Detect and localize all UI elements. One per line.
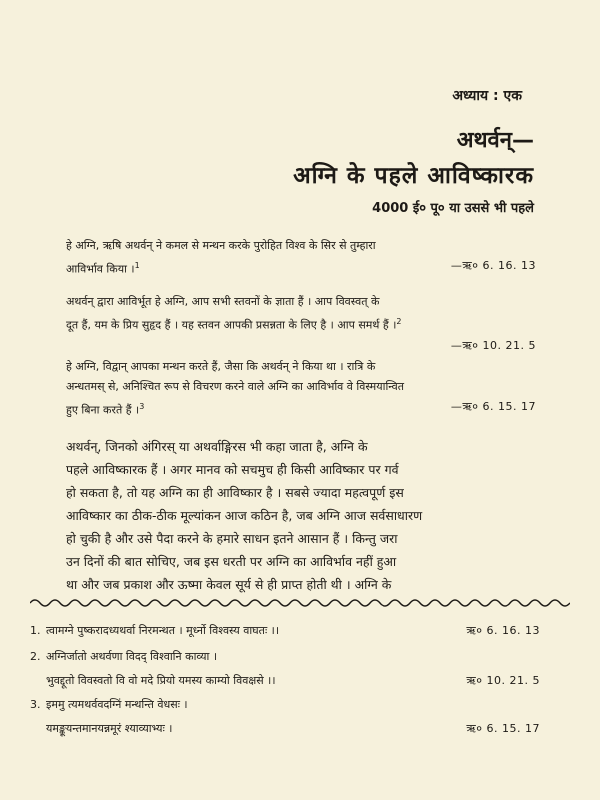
rigveda-reference: —ऋ० 6. 16. 13	[450, 259, 536, 272]
footnote-number: 1.	[30, 624, 41, 637]
footnote-2	[30, 648, 540, 690]
footnote-row	[30, 648, 540, 666]
page-title: अग्नि के पहले आविष्कारक	[293, 163, 534, 189]
quote-text: आविर्भाव किया ।	[66, 262, 135, 276]
paragraph-line: हो सकता है, तो यह अग्नि का ही आविष्कार है । सबसे ज्यादा महत्वपूर्ण इस	[66, 485, 404, 500]
footnote-text-wrap	[30, 696, 188, 714]
footnote-text: अग्निर्जातो अथर्वणा विदद् विश्वानि काव्या ।	[46, 650, 218, 663]
paragraph-line: था और जब प्रकाश और ऊष्मा केवल सूर्य से ही प्राप्त होती थी । अग्नि के	[66, 577, 392, 592]
quote-line: अन्धतमस् से, अनिश्चित रूप से विचरण करने वाले अग्नि का आविर्भाव वे विस्मयान्वित	[66, 380, 404, 393]
footnote-marker: 1	[134, 261, 140, 270]
quote-line: हे अग्नि, ऋषि अथर्वन् ने कमल से मन्थन करके पुरोहित विश्व के सिर से तुम्हारा	[66, 239, 376, 252]
quote-ref-line	[66, 336, 536, 356]
footnote-text: भुवद्दूतो विवस्वतो वि वो मदे प्रियो यमस्य काम्यो विवक्षसे ।।	[46, 674, 276, 687]
footnote-row	[30, 720, 540, 738]
quote-last-line	[66, 397, 536, 421]
quote-line-end	[66, 397, 144, 421]
rigveda-reference: —ऋ० 6. 15. 17	[450, 400, 536, 413]
footnote-text-wrap	[30, 672, 276, 690]
paragraph-line: उन दिनों की बात सोचिए, जब इस धरती पर अग्नि का आविर्भाव नहीं हुआ	[66, 554, 397, 569]
footnote-text-wrap	[30, 648, 217, 666]
quote-block	[66, 236, 536, 280]
paragraph-line: अथर्वन्, जिनको अंगिरस् या अथर्वाङ्गिरस भी कहा जाता है, अग्नि के	[66, 439, 368, 454]
quote-line: अथर्वन् द्वारा आविर्भूत हे अग्नि, आप सभी स्तवनों के ज्ञाता हैं । आप विवस्वत् के	[66, 295, 380, 308]
footnote-text: त्वामग्ने पुष्करादध्यथर्वा निरमन्थत । मूर्ध्नो विश्वस्य वाघतः ।।	[46, 624, 280, 637]
rigveda-reference: —ऋ० 10. 21. 5	[450, 338, 536, 352]
quote-block	[66, 357, 536, 421]
footnote-number: 3.	[30, 698, 41, 711]
title-name: अथर्वन्—	[456, 128, 534, 153]
footnote-row	[30, 622, 540, 640]
wavy-line	[30, 600, 570, 606]
footnote-reference: ऋ० 6. 16. 13	[466, 624, 540, 637]
footnote-1	[30, 622, 540, 640]
quote-block	[66, 292, 536, 356]
quote-text: हुए बिना करते हैं ।	[66, 403, 140, 417]
wavy-divider	[30, 596, 570, 610]
quote-text: दूत हैं, यम के प्रिय सुहृद हैं । यह स्तवन आपकी प्रसन्नता के लिए है । आप समर्थ हैं ।	[66, 318, 397, 332]
footnote-number: 2.	[30, 650, 41, 663]
footnote-marker: 3	[139, 402, 145, 411]
quote-line	[66, 312, 536, 336]
footnote-text-wrap	[30, 720, 172, 738]
paragraph-line: आविष्कार का ठीक-ठीक मूल्यांकन आज कठिन है, जब अग्नि आज सर्वसाधारण	[66, 508, 423, 523]
footnote-reference: ऋ० 10. 21. 5	[466, 674, 540, 687]
footnote-text-wrap	[30, 622, 279, 640]
footnote-text: इममु त्यमथर्ववदग्निं मन्थन्ति वेधसः ।	[46, 698, 188, 711]
quote-line-end	[66, 256, 140, 280]
footnote-3	[30, 696, 540, 738]
chapter-label: अध्याय : एक	[452, 88, 522, 104]
body-paragraph	[66, 435, 536, 596]
footnote-row	[30, 696, 540, 714]
subtitle-date: 4000 ई० पू० या उससे भी पहले	[372, 201, 534, 216]
paragraph-line: हो चुकी है और उसे पैदा करने के हमारे साधन इतने आसान हैं । किन्तु जरा	[66, 531, 398, 546]
footnote-text: यमङ्कूयन्तमानयन्नमूरं श्याव्याभ्यः ।	[46, 722, 173, 735]
paragraph-line: पहले आविष्कारक हैं । अगर मानव को सचमुच ही किसी आविष्कार पर गर्व	[66, 462, 399, 477]
quote-last-line	[66, 256, 536, 280]
footnote-marker: 2	[396, 317, 402, 326]
footnote-row	[30, 672, 540, 690]
quote-line: हे अग्नि, विद्वान् आपका मन्थन करते हैं, जैसा कि अथर्वन् ने किया था । रात्रि के	[66, 360, 376, 373]
footnote-reference: ऋ० 6. 15. 17	[466, 722, 540, 735]
